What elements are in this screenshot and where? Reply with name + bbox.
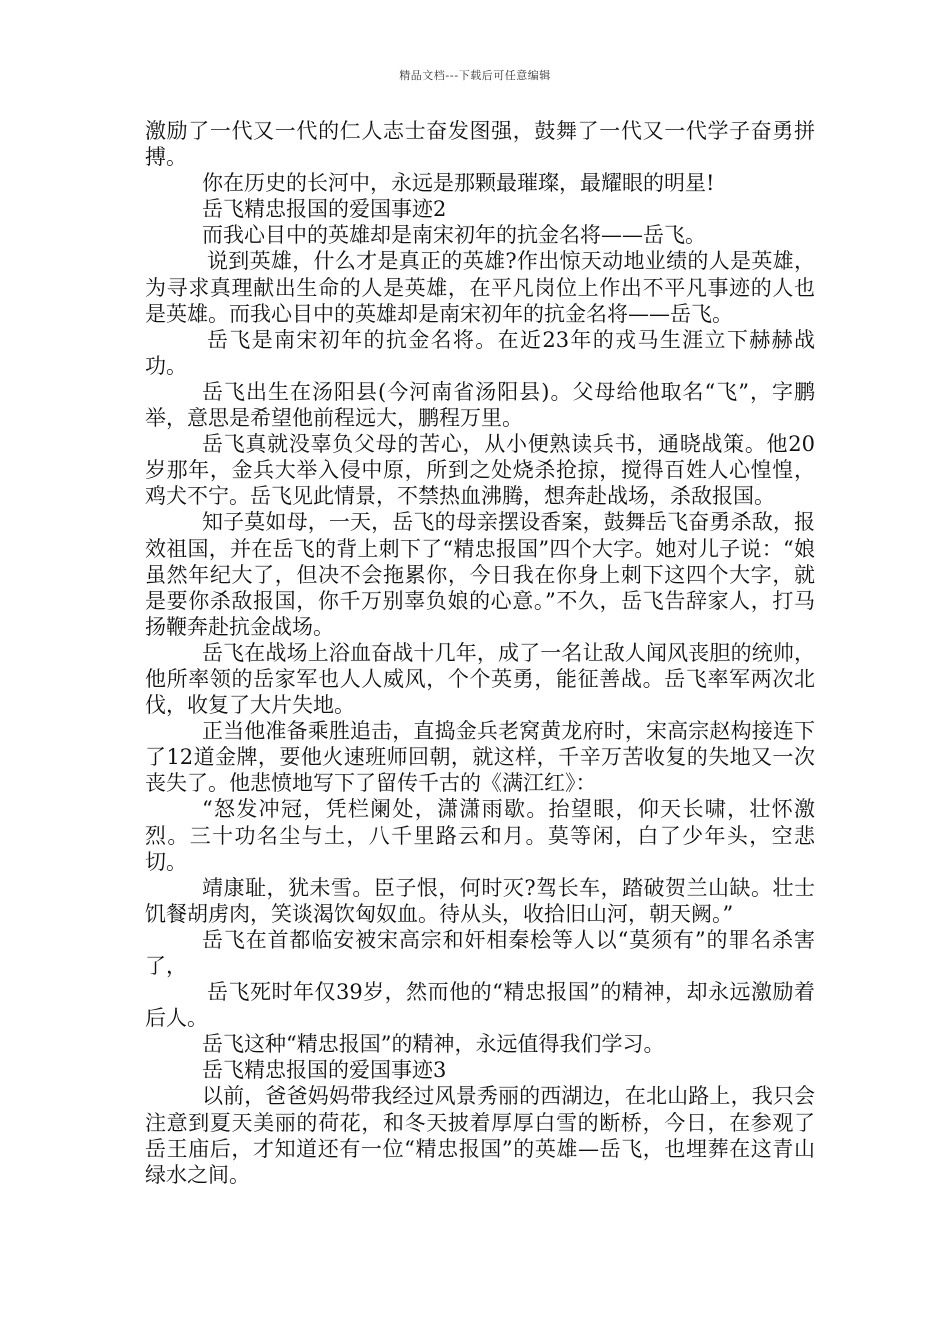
paragraph: 你在历史的长河中，永远是那颗最璀璨，最耀眼的明星!: [202, 171, 715, 196]
paragraph: 知子莫如母，一天，岳飞的母亲摆设香案，鼓舞岳飞奋勇杀敌，报效祖国，并在岳飞的背上刺下了“精忠报国”四个大字。她对儿子说：“娘虽然年纪大了，但决不会拖累你，今日我在你身上刺下这四个大字，就是要你杀敌报国，你千万别辜负娘的心意。”不久，岳飞告辞家人，打马扬鞭奔赴抗金战场。: [145, 510, 815, 639]
paragraph: 正当他准备乘胜追击，直捣金兵老窝黄龙府时，宋高宗赵构接连下了12道金牌，要他火速班师回朝，就这样，千辛万苦收复的失地又一次丧失了。他悲愤地写下了留传千古的《满江红》：: [145, 719, 815, 796]
paragraph: 岳飞是南宋初年的抗金名将。在近23年的戎马生涯立下赫赫战功。: [145, 327, 815, 378]
document-body: [145, 118, 815, 1188]
paragraph: 岳飞死时年仅39岁，然而他的“精忠报国”的精神，却永远激励着后人。: [145, 980, 815, 1031]
paragraph: 岳飞在首都临安被宋高宗和奸相秦桧等人以“莫须有”的罪名杀害了，: [145, 927, 815, 978]
paragraph: 岳飞真就没辜负父母的苦心，从小便熟读兵书，通晓战策。他20岁那年，金兵大举入侵中原，所到之处烧杀抢掠，搅得百姓人心惶惶，鸡犬不宁。岳飞见此情景，不禁热血沸腾，想奔赴战场，杀敌报国。: [145, 432, 815, 509]
section-heading: 岳飞精忠报国的爱国事迹3: [202, 1058, 447, 1083]
paragraph: 以前，爸爸妈妈带我经过风景秀丽的西湖边，在北山路上，我只会注意到夏天美丽的荷花，和冬天披着厚厚白雪的断桥，今日，在参观了岳王庙后，才知道还有一位“精忠报国”的英雄—岳飞，也埋葬在这青山绿水之间。: [145, 1084, 815, 1187]
page-header: 精品文档---下载后可任意编辑: [399, 69, 551, 82]
paragraph: 而我心目中的英雄却是南宋初年的抗金名将——岳飞。: [202, 223, 706, 248]
poem-stanza: 靖康耻，犹未雪。臣子恨，何时灭?驾长车，踏破贺兰山缺。壮士饥餐胡虏肉，笑谈渴饮匈奴血。待从头，收拾旧山河，朝天阙。”: [145, 875, 815, 926]
paragraph: 说到英雄，什么才是真正的英雄?作出惊天动地业绩的人是英雄，为寻求真理献出生命的人是英雄，在平凡岗位上作出不平凡事迹的人也是英雄。而我心目中的英雄却是南宋初年的抗金名将——岳飞。: [145, 249, 815, 326]
section-heading: 岳飞精忠报国的爱国事迹2: [202, 197, 447, 222]
paragraph: 岳飞在战场上浴血奋战十几年，成了一名让敌人闻风丧胆的统帅，他所率领的岳家军也人人威风，个个英勇，能征善战。岳飞率军两次北伐，收复了大片失地。: [145, 640, 815, 718]
paragraph: 激励了一代又一代的仁人志士奋发图强，鼓舞了一代又一代学子奋勇拼搏。: [145, 119, 815, 170]
paragraph: 岳飞这种“精忠报国”的精神，永远值得我们学习。: [202, 1032, 665, 1057]
poem-stanza: “怒发冲冠，凭栏阑处，潇潇雨歇。抬望眼，仰天长啸，壮怀激烈。三十功名尘与土，八千里路云和月。莫等闲，白了少年头，空悲切。: [145, 797, 815, 874]
paragraph: 岳飞出生在汤阳县(今河南省汤阳县)。父母给他取名“飞”，字鹏举，意思是希望他前程远大，鹏程万里。: [145, 379, 815, 431]
